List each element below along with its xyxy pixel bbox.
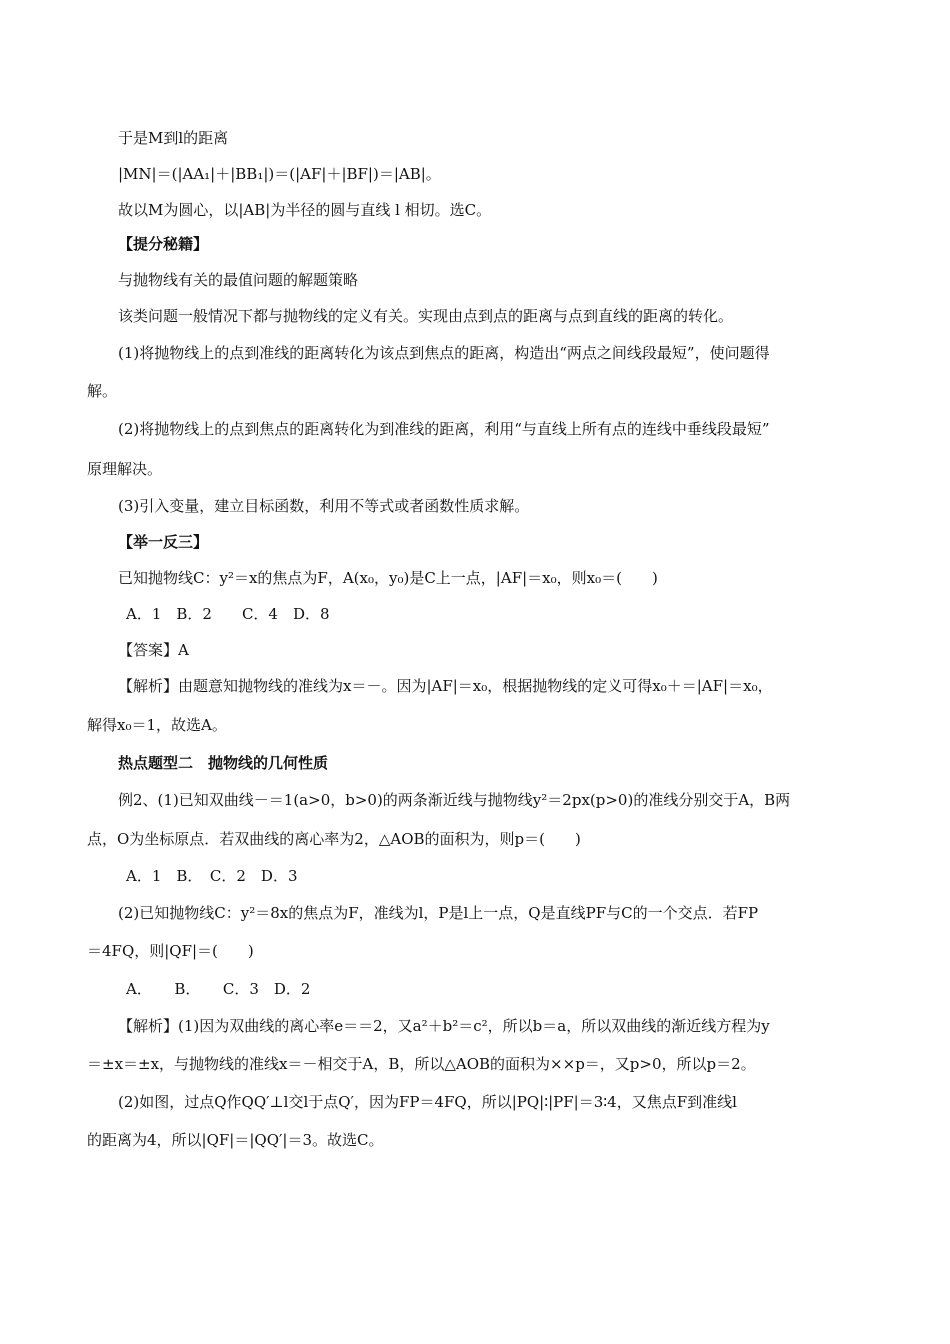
- text-line: 【解析】(1)因为双曲线的离心率e＝＝2，又a²＋b²＝c²，所以b＝a，所以双曲线的渐近线方程为y: [118, 1017, 770, 1035]
- text-line: 点，O为坐标原点．若双曲线的离心率为2，△AOB的面积为，则p＝( ): [87, 830, 581, 848]
- text-line: (2)如图，过点Q作QQ′⊥l交l于点Q′，因为FP＝4FQ，所以|PQ|∶|PF|＝3∶4，又焦点F到准线l: [118, 1093, 737, 1111]
- text-line: A．1 B． C．2 D．3: [126, 867, 298, 885]
- text-line: |MN|＝(|AA₁|＋|BB₁|)＝(|AF|＋|BF|)＝|AB|。: [118, 165, 441, 183]
- text-line: A．1 B．2 C．4 D．8: [126, 605, 330, 623]
- text-line: 于是M到l的距离: [118, 129, 229, 147]
- text-line: ＝4FQ，则|QF|＝( ): [87, 942, 254, 960]
- text-line: (3)引入变量，建立目标函数，利用不等式或者函数性质求解。: [118, 497, 530, 515]
- text-line: (1)将抛物线上的点到准线的距离转化为该点到焦点的距离，构造出“两点之间线段最短”，使问题得: [118, 344, 770, 362]
- text-line: 故以M为圆心，以|AB|为半径的圆与直线 l 相切。选C。: [118, 201, 492, 219]
- section-heading: 【举一反三】: [118, 533, 209, 551]
- text-line: 【答案】A: [118, 641, 189, 659]
- text-line: (2)将抛物线上的点到焦点的距离转化为到准线的距离，利用“与直线上所有点的连线中垂线段最短”: [118, 420, 770, 438]
- text-line: A． B． C．3 D．2: [126, 980, 311, 998]
- text-line: 的距离为4，所以|QF|＝|QQ′|＝3。故选C。: [87, 1131, 384, 1149]
- text-line: 解。: [87, 382, 118, 400]
- section-heading: 【提分秘籍】: [118, 235, 209, 253]
- section-heading: 热点题型二 抛物线的几何性质: [118, 754, 329, 772]
- text-line: 已知抛物线C：y²＝x的焦点为F，A(x₀，y₀)是C上一点，|AF|＝x₀，则x₀＝( ): [118, 569, 658, 587]
- text-line: 解得x₀＝1，故选A。: [87, 716, 227, 734]
- text-line: 原理解决。: [87, 460, 163, 478]
- text-line: ＝±x＝±x，与抛物线的准线x＝－相交于A，B，所以△AOB的面积为××p＝，又p>0，所以p＝2。: [87, 1055, 756, 1073]
- text-line: 与抛物线有关的最值问题的解题策略: [118, 271, 359, 289]
- text-line: 该类问题一般情况下都与抛物线的定义有关。实现由点到点的距离与点到直线的距离的转化。: [118, 307, 734, 325]
- text-line: (2)已知抛物线C：y²＝8x的焦点为F，准线为l，P是l上一点，Q是直线PF与C的一个交点．若FP: [118, 904, 759, 922]
- text-line: 例2、(1)已知双曲线－＝1(a>0，b>0)的两条渐近线与抛物线y²＝2px(p>0)的准线分别交于A，B两: [118, 791, 791, 809]
- text-line: 【解析】由题意知抛物线的准线为x＝－。因为|AF|＝x₀，根据抛物线的定义可得x₀＋＝|AF|＝x₀，: [118, 677, 773, 695]
